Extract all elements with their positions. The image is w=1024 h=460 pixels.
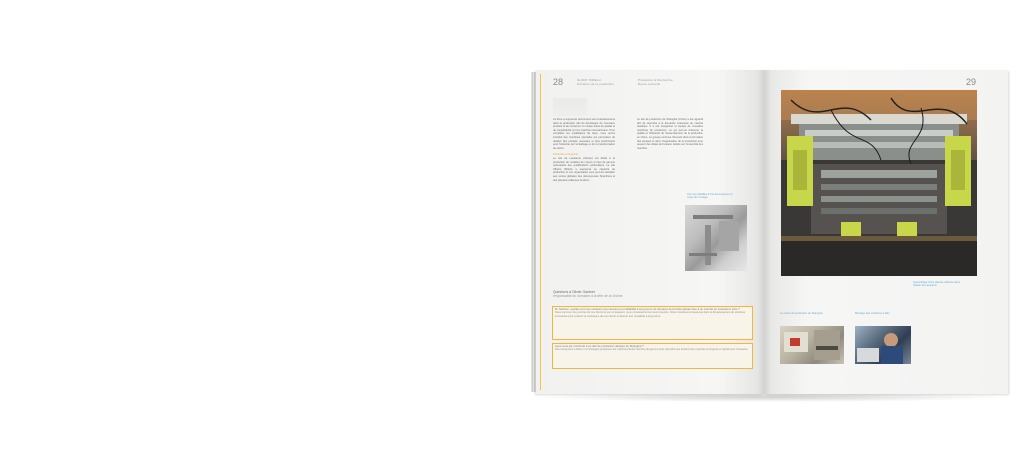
- left-header-line: GUIDO TORELLI: [577, 78, 602, 82]
- interview-heading: [553, 290, 623, 298]
- right-header-line: Production & Recherche: [638, 78, 673, 82]
- answer-text: Nous sommes très proches de nos clients et par conséquent, nous connaissons bien leurs besoins. Nous investissons beaucoup dans le développement de solutions innovantes pour soutenir la croissance de nos clients et assurer leur rentabilité à long terme.: [555, 311, 746, 318]
- right-header-line: Revue annuelle: [638, 82, 661, 86]
- body-column-2: [637, 118, 703, 180]
- left-header-line: Directeur de la production: [577, 82, 614, 86]
- interview-name: Questions à Olivier Gardner: [553, 290, 596, 294]
- body-text: La firme a augmenté récemment ses investissements dans la production afin de développer de nouveaux produits et de conserver un niveau élevé de qualité et de compétitivité sur les marchés internationaux. Pour compléter les installations de base, nous avons introduit des machines spéciales qui permettent de réaliser des produits nouveaux et plus performants pour l'industrie de l'emballage et de la transformation du carton.: [553, 118, 615, 150]
- interview-role: responsable du domaine à la tête de la chaîne: [553, 294, 623, 298]
- mini-photo-1-caption: Le centre de production de Shanghai: [780, 312, 823, 315]
- body-column-1: [553, 118, 615, 222]
- left-page-number: 28: [553, 77, 564, 87]
- right-page-number: 29: [966, 77, 977, 87]
- hero-machine-photo: [781, 90, 977, 276]
- answer-text: Nos entreprises à Ibérie et à Shanghai produisent les machines Bobst d'entrée de gamme pour répondre aux besoins des marchés émergents et rapidement croissants.: [555, 348, 749, 352]
- question-text: M. Gardner, quelles sont vos solutions pour assurer la profitabilité à long terme du domaine de la boîte pliante face à un marché en croissance forte ?: [555, 307, 740, 311]
- body-text: Le site de production de Shanghai (Chine) a été agrandi afin de répondre à la demande croissante du marché asiatique. Il a été réorganisé et équipé de nouvelles machines de production, ce qui permet d'assurer la qualité et l'efficacité de l'assemblement de la production en Chine. Le groupe continue d'investir dans la formation des équipes et dans l'organisation de la production pour assurer des délais de livraison réduits sur l'ensemble des marchés.: [637, 118, 703, 150]
- right-header-block: [638, 78, 673, 86]
- machine-illustration: [781, 90, 977, 276]
- question-text: Avez-vous été confronté à un défi de production désigné de Shanghai ?: [555, 344, 644, 348]
- ghost-title: [553, 98, 587, 116]
- factory-photo-2: [855, 326, 911, 364]
- left-page-rule: [540, 74, 541, 390]
- mini-photo-2-caption: Montage des machines à Mex: [855, 312, 890, 315]
- left-header-block: [577, 78, 614, 86]
- hero-caption: Assemblage d'une plieuse-colleuse dans l'atelier de Lausanne: [913, 281, 960, 288]
- question-box-2: [552, 343, 753, 369]
- factory-photo-1: [780, 326, 844, 364]
- question-box-1: [552, 306, 753, 340]
- subheading: Production à la pointe: [553, 153, 579, 157]
- photo-caption: Une vue détaillée d'une découpeuse en cours de montage: [687, 193, 733, 200]
- machine-photo-bw: [685, 205, 747, 271]
- body-text: Le site de Lausanne (Suisse) est dédié à la production de modèles de moyen et haut de gamme nécessitant des qualifications particulières. Le site d'Ibérie (Brésil) a augmenté sa capacité de production et son organisation pour pouvoir satisfaire aux ventes globales des découpeuses Spanthera et des plieuses-colleuses Amazon.: [553, 156, 615, 182]
